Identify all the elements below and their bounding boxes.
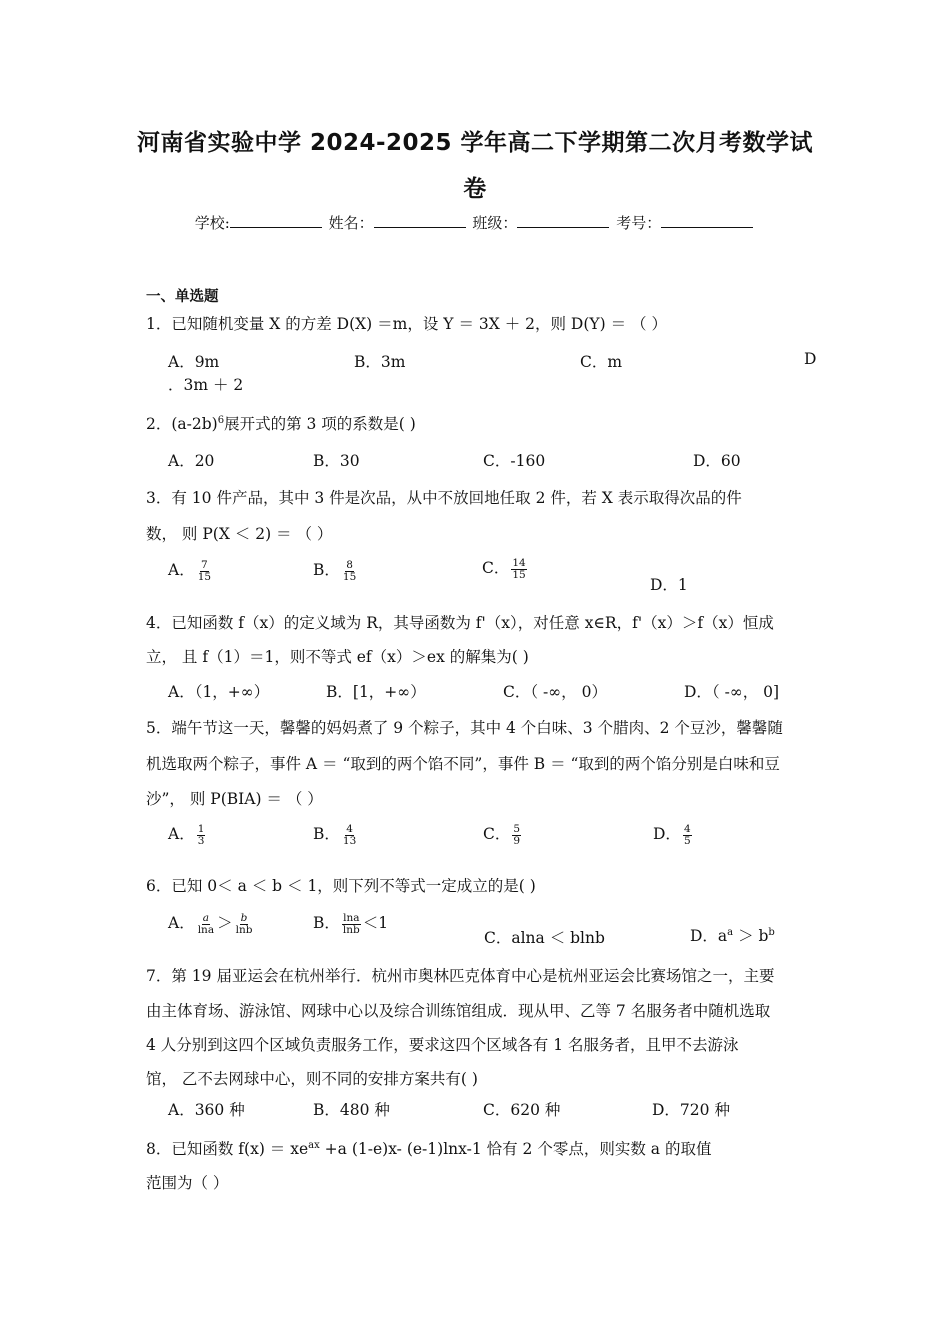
q4-option-b: B．[1，+∞） [326,683,426,701]
q6-option-a: A． $\frac{a}{\ln a}$ ＞ $\frac{b}{\ln b}$ [168,911,253,936]
question-7-line2: 由主体育场、游泳馆、网球中心以及综合训练馆组成．现从甲、乙等 7 名服务者中随机选取 [146,1002,771,1020]
q6-option-c: C．alna ＜ blnb [484,929,605,947]
question-7-line4: 馆， 乙不去网球中心，则不同的安排方案共有( ) [146,1070,478,1088]
q3-option-a: A． $\frac{7}{15}$ [168,558,212,583]
q2-option-d: D．60 [693,452,741,470]
q6-option-b: B． $\frac{\ln a}{\ln b}$ ＜1 [313,911,389,936]
q4-option-d: D．（ -∞， 0] [684,683,780,701]
question-4-line1: 4．已知函数 f（x）的定义域为 R，其导函数为 f'（x），对任意 x∈R，f'（x）＞f（x）恒成 [146,614,774,632]
q1-option-d-value: ．3m ＋ 2 [168,376,244,394]
question-5-line1: 5．端午节这一天，馨馨的妈妈煮了 9 个粽子，其中 4 个白味、3 个腊肉、2 个豆沙，馨馨随 [146,719,783,737]
q7-option-b: B．480 种 [313,1101,390,1119]
q7-option-a: A．360 种 [168,1101,245,1119]
q2-option-a: A．20 [168,452,215,470]
q3-option-d: D．1 [650,576,688,594]
q2-option-c: C．-160 [483,452,546,470]
section-heading: 一、单选题 [146,289,219,305]
question-5-line2: 机选取两个粽子，事件 A ＝ “取到的两个馅不同”，事件 B ＝ “取到的两个馅分别是白味和豆 [146,755,780,773]
question-3-line2: 数， 则 P(X ＜ 2) ＝ （ ） [146,525,333,543]
question-7-line1: 7．第 19 届亚运会在杭州举行．杭州市奥林匹克体育中心是杭州亚运会比赛场馆之一，主要 [146,967,775,985]
q6-option-d: D．$a^a > b^b$ [690,926,775,945]
q7-option-d: D．720 种 [652,1101,730,1119]
school-label: 学校: [194,214,230,232]
exam-title-line1: 河南省实验中学 2024-2025 学年高二下学期第二次月考数学试 [136,130,814,156]
question-3-line1: 3．有 10 件产品，其中 3 件是次品，从中不放回地任取 2 件，若 X 表示取得次品的件 [146,489,742,507]
class-blank[interactable] [517,213,609,228]
q5-option-a: A． $\frac{1}{3}$ [168,822,205,847]
question-5-line3: 沙”， 则 P(BIA) ＝ （ ） [146,790,323,808]
question-6: 6．已知 0＜ a ＜ b ＜ 1，则下列不等式一定成立的是( ) [146,877,536,895]
class-label: 班级： [472,214,518,232]
q1-option-c: C．m [580,353,623,371]
q1-option-a: A．9m [168,353,220,371]
q7-option-c: C．620 种 [483,1101,561,1119]
q3-option-b: B． $\frac{8}{15}$ [313,558,357,583]
q5-option-d: D． $\frac{4}{5}$ [653,822,691,847]
name-label: 姓名： [328,214,374,232]
name-blank[interactable] [374,213,466,228]
q4-option-c: C．（ -∞， 0） [503,683,607,701]
school-blank[interactable] [230,213,322,228]
question-8-line2: 范围为（ ） [146,1174,229,1192]
q1-option-b: B．3m [354,353,406,371]
q3-option-c: C． $\frac{14}{15}$ [482,556,526,581]
exam-number-blank[interactable] [661,213,753,228]
exam-title-line2: 卷 [463,176,487,202]
q5-option-c: C． $\frac{5}{9}$ [483,822,521,847]
question-1: 1．已知随机变量 X 的方差 D(X) ＝m，设 Y ＝ 3X ＋ 2，则 D(Y) ＝ （ ） [146,315,667,333]
q1-option-d-label: D [804,350,817,368]
q5-option-b: B． $\frac{4}{13}$ [313,822,357,847]
q4-option-a: A．（1，+∞） [168,683,270,701]
question-4-line2: 立， 且 f（1）＝1，则不等式 ef（x）＞ex 的解集为( ) [146,648,529,666]
student-info-line [0,212,950,233]
question-8-line1: 8．已知函数 $f(x) = xe^{ax} +a$ (1-e)x- (e-1)lnx-1 恰有 2 个零点，则实数 a 的取值 [146,1139,712,1158]
q2-option-b: B．30 [313,452,360,470]
exam-number-label: 考号： [616,214,662,232]
question-2: 2．$(a-2b)^6$展开式的第 3 项的系数是( ) [146,414,416,433]
question-7-line3: 4 人分别到这四个区域负责服务工作，要求这四个区域各有 1 名服务者，且甲不去游泳 [146,1036,739,1054]
